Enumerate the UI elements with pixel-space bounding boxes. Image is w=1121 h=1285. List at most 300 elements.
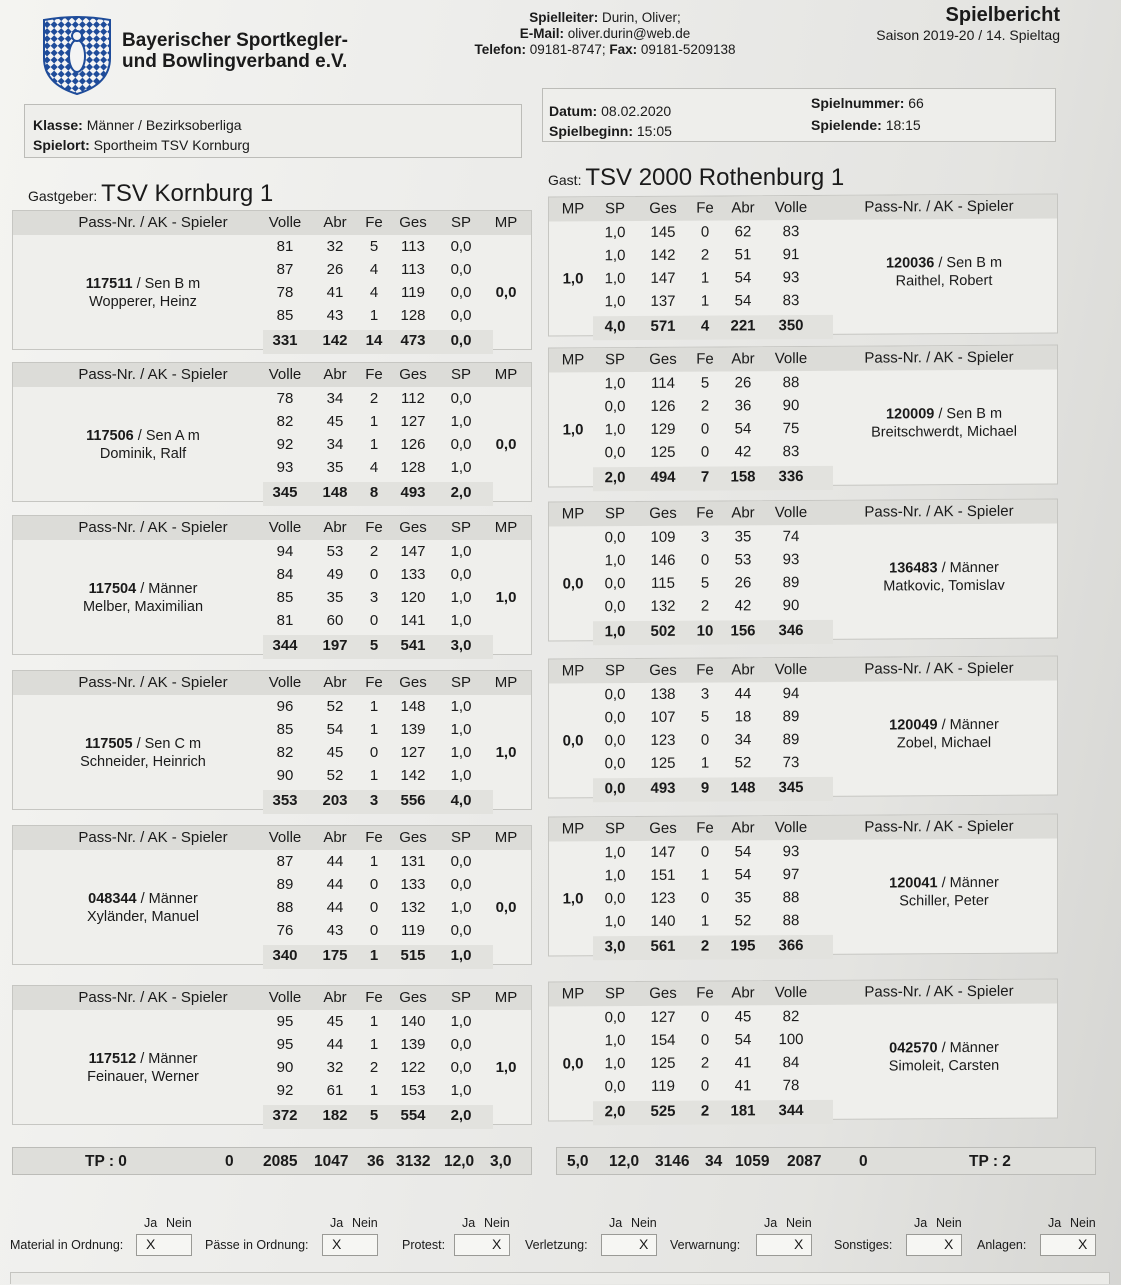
guest-mp: 0,0 [562,732,584,750]
checkbox-field[interactable] [906,1234,962,1256]
score-cell: 44 [326,853,344,870]
score-cell: 95 [276,1013,294,1030]
score-cell: 52 [734,912,752,930]
column-header-sp: SP [604,985,625,1003]
score-cell: 119 [651,1077,675,1095]
leader-label: Spielleiter: [529,10,599,25]
home-total-fe: 36 [367,1153,385,1170]
score-cell: 127 [400,744,426,761]
score-cell: 1,0 [450,899,472,916]
score-cell: 132 [650,597,676,615]
score-cell: 88 [276,899,294,916]
column-header-sp: SP [450,989,471,1006]
score-cell: 54 [734,866,752,884]
column-header-mp: MP [561,820,585,838]
total-cell: 561 [650,937,676,955]
total-cell: 541 [400,637,426,654]
guest-player-block [548,193,1058,336]
total-cell: 148 [322,484,348,501]
total-cell: 493 [650,779,676,797]
score-cell: 1 [700,292,710,310]
column-header-fe: Fe [696,984,714,1002]
check-label: Protest: [402,1238,446,1252]
score-cell: 0 [369,566,379,583]
age-class: / Männer [937,874,999,892]
home-player-block [12,362,532,502]
total-cell: 1 [369,947,379,964]
pass-number: 117504 [88,580,137,597]
score-cell: 54 [734,843,752,861]
score-cell: 1,0 [450,767,472,784]
home-tp: TP : 0 [85,1153,127,1170]
score-cell: 0 [700,1008,710,1026]
column-header-ges: Ges [649,661,677,679]
check-mark: X [794,1236,804,1252]
total-cell: 7 [700,468,710,486]
check-mark: X [332,1236,342,1252]
total-cell: 4 [700,317,710,335]
fax-label: Fax: [609,42,638,57]
guest-player-block [548,978,1058,1121]
player-name: Melber, Maximilian [82,598,204,615]
total-cell: 525 [650,1102,676,1120]
phone-label: Telefon: [474,42,526,57]
total-cell: 494 [650,468,676,486]
score-cell: 26 [326,261,344,278]
total-cell: 4,0 [450,792,472,809]
total-cell: 571 [650,317,676,335]
score-cell: 54 [734,1031,752,1049]
checkbox-field[interactable] [1040,1234,1096,1256]
home-total-mp: 3,0 [490,1153,512,1170]
total-cell: 2,0 [604,469,626,487]
column-header-fe: Fe [365,519,383,536]
score-cell: 41 [326,284,344,301]
total-cell: 182 [322,1107,348,1124]
total-cell: 195 [730,937,756,955]
score-cell: 2 [369,390,379,407]
score-cell: 0,0 [450,284,472,301]
score-cell: 0,0 [604,732,626,750]
score-cell: 1 [700,912,710,930]
score-cell: 1,0 [450,1013,472,1030]
column-header-volle: Volle [268,214,302,231]
checkbox-field[interactable] [136,1234,192,1256]
check-mark: X [639,1236,649,1252]
score-cell: 42 [734,597,752,615]
score-cell: 1,0 [604,375,626,393]
score-cell: 0,0 [604,709,626,727]
home-player-block [12,670,532,810]
score-cell: 1,0 [604,913,626,931]
score-cell: 0,0 [604,686,626,704]
datum-value: 08.02.2020 [601,103,672,119]
beginn-label: Spielbeginn: [549,123,633,139]
total-cell: 346 [778,621,804,640]
score-cell: 76 [276,922,294,939]
total-cell: 181 [730,1102,756,1120]
score-cell: 42 [734,443,752,461]
column-header-sp: SP [450,214,471,231]
age-class: / Sen B m [934,405,1003,423]
score-cell: 2 [369,1059,379,1076]
guest-total-abr: 1059 [735,1153,770,1170]
score-cell: 1,0 [450,413,472,430]
age-class: / Männer [937,1039,999,1057]
column-header-volle: Volle [268,674,302,691]
home-totals-bar [12,1147,532,1175]
score-cell: 91 [782,246,800,264]
score-cell: 1 [369,853,379,870]
score-cell: 123 [650,889,676,907]
column-header-mp: MP [494,519,518,536]
score-cell: 0,0 [604,598,626,616]
score-cell: 88 [782,912,800,930]
column-header-mp: MP [561,662,585,680]
column-header-player: Pass-Nr. / AK - Spieler [78,519,228,536]
score-cell: 1 [700,754,710,772]
total-cell: 5 [369,637,379,654]
age-class: / Sen A m [133,427,200,444]
klasse-value: Männer / Bezirksoberliga [86,117,242,133]
column-header-abr: Abr [731,984,755,1002]
nein-label: Nein [631,1216,657,1230]
home-team-heading [28,180,273,208]
checkbox-field[interactable] [601,1234,657,1256]
home-player-block [12,985,532,1125]
score-cell: 120 [400,589,426,606]
score-cell: 0,0 [450,238,472,255]
score-cell: 1,0 [450,459,472,476]
guest-player-id [839,254,1049,291]
score-cell: 0,0 [450,1036,472,1053]
score-cell: 1 [369,436,379,453]
guest-mp: 1,0 [562,270,584,288]
pass-line [33,427,253,445]
checkbox-field[interactable] [756,1234,812,1256]
score-cell: 114 [651,374,675,392]
column-header-ges: Ges [399,989,427,1006]
score-cell: 83 [782,443,800,461]
score-cell: 83 [782,292,800,310]
column-header-mp: MP [561,505,585,523]
score-cell: 43 [326,922,344,939]
score-cell: 142 [400,767,426,784]
column-header-volle: Volle [774,983,808,1002]
column-header-player: Pass-Nr. / AK - Spieler [864,348,1014,367]
age-class: / Männer [136,890,198,907]
score-cell: 81 [276,612,294,629]
score-cell: 54 [734,420,752,438]
guest-totals-bar [556,1147,1096,1175]
score-cell: 1 [369,1013,379,1030]
score-cell: 131 [400,853,426,870]
pass-line [33,1050,253,1068]
date-time-box [542,88,1056,142]
column-header-abr: Abr [323,519,347,536]
guest-total-volle: 2087 [787,1153,822,1170]
home-mp: 1,0 [495,1059,517,1076]
score-cell: 2 [700,597,710,615]
score-cell: 60 [326,612,344,629]
score-cell: 2 [700,246,710,264]
column-header-ges: Ges [399,366,427,383]
score-cell: 1,0 [450,589,472,606]
age-class: / Männer [136,1050,198,1067]
score-cell: 34 [734,731,752,749]
pass-number: 120009 [885,406,935,423]
age-class: / Sen C m [132,735,202,752]
score-cell: 1 [369,307,379,324]
column-header-abr: Abr [731,504,755,522]
age-class: / Sen B m [934,254,1003,272]
column-header-mp: MP [494,674,518,691]
score-cell: 1 [369,698,379,715]
score-cell: 44 [326,899,344,916]
score-cell: 107 [650,708,676,726]
score-cell: 54 [734,292,752,310]
score-cell: 0,0 [604,1009,626,1027]
score-cell: 0,0 [450,566,472,583]
check-label: Verwarnung: [670,1238,741,1252]
score-cell: 1 [369,1036,379,1053]
guest-label: Gast: [548,172,582,188]
pass-number: 048344 [88,890,137,907]
home-total-abr: 1047 [314,1153,349,1170]
score-cell: 1 [700,269,710,287]
score-cell: 0 [369,899,379,916]
ja-label: Ja [1048,1216,1062,1230]
guest-team-heading [548,164,844,192]
score-cell: 82 [782,1008,800,1026]
score-cell: 0 [369,876,379,893]
score-cell: 109 [650,528,676,546]
checkbox-field[interactable] [454,1234,510,1256]
pass-number: 117511 [85,275,133,292]
column-header-player: Pass-Nr. / AK - Spieler [78,366,228,383]
beginn-value: 15:05 [636,123,672,139]
total-cell: 148 [730,779,756,797]
score-cell: 4 [369,261,379,278]
score-cell: 26 [734,574,752,592]
score-cell: 0 [700,843,710,861]
column-header-fe: Fe [696,350,714,368]
guest-player-block [548,655,1058,798]
column-header-fe: Fe [365,674,383,691]
column-header-ges: Ges [649,984,677,1002]
phone-value: 09181-8747; [529,42,606,57]
score-cell: 0,0 [450,307,472,324]
score-cell: 0,0 [450,436,472,453]
column-header-abr: Abr [323,366,347,383]
score-cell: 3 [700,685,710,703]
column-header-fe: Fe [696,661,714,679]
score-cell: 82 [276,413,294,430]
ende-value: 18:15 [885,117,921,133]
score-cell: 45 [326,413,344,430]
score-cell: 126 [650,397,676,415]
home-mp: 0,0 [495,899,517,916]
total-cell: 221 [730,317,756,335]
score-cell: 44 [326,876,344,893]
player-name: Feinauer, Werner [87,1068,199,1085]
guest-total-mp: 5,0 [567,1153,589,1170]
column-header-ges: Ges [399,214,427,231]
pass-number: 117512 [88,1050,137,1067]
ja-label: Ja [764,1216,778,1230]
score-cell: 89 [782,708,800,726]
score-cell: 89 [782,731,800,749]
check-label: Anlagen: [977,1238,1027,1252]
score-cell: 0,0 [450,853,472,870]
score-cell: 92 [276,1082,294,1099]
score-cell: 125 [650,443,676,461]
total-cell: 331 [272,332,298,349]
guest-player-id [839,1039,1049,1076]
score-cell: 82 [276,744,294,761]
score-cell: 78 [276,390,294,407]
score-cell: 90 [276,767,294,784]
column-header-mp: MP [561,985,585,1003]
score-cell: 112 [401,390,425,407]
column-header-sp: SP [604,351,625,369]
score-cell: 74 [782,528,800,546]
total-cell: 340 [272,947,298,964]
column-header-volle: Volle [774,198,808,217]
score-cell: 36 [734,397,752,415]
nein-label: Nein [936,1216,962,1230]
score-cell: 32 [326,238,344,255]
score-cell: 0 [700,889,710,907]
score-cell: 88 [782,374,800,392]
score-cell: 1,0 [450,698,472,715]
score-cell: 127 [400,413,426,430]
score-cell: 0,0 [604,890,626,908]
pass-number: 136483 [889,560,938,577]
guest-zero: 0 [859,1153,868,1170]
column-header-volle: Volle [774,503,808,522]
guest-mp: 1,0 [562,421,584,439]
check-mark: X [492,1236,502,1252]
total-cell: 14 [365,332,383,349]
score-cell: 3 [369,589,379,606]
score-cell: 3 [700,528,710,546]
total-cell: 2 [700,1102,710,1120]
score-cell: 95 [276,1036,294,1053]
total-cell: 350 [778,316,804,335]
score-cell: 126 [400,436,426,453]
nummer-label: Spielnummer: [811,95,905,111]
column-header-sp: SP [604,505,625,523]
total-cell: 0,0 [450,332,472,349]
ja-label: Ja [330,1216,344,1230]
score-cell: 0,0 [450,261,472,278]
score-cell: 1 [369,721,379,738]
score-cell: 84 [782,1054,800,1072]
column-header-ges: Ges [399,674,427,691]
score-cell: 0,0 [604,755,626,773]
score-cell: 45 [734,1008,752,1026]
total-cell: 344 [778,1101,804,1120]
guest-player-id [839,559,1049,596]
score-cell: 44 [326,1036,344,1053]
score-cell: 0,0 [604,575,626,593]
home-player-id [33,1050,253,1086]
total-cell: 1,0 [604,623,626,641]
total-cell: 473 [400,332,426,349]
home-player-id [33,890,253,926]
age-class: / Männer [937,716,999,734]
score-cell: 43 [326,307,344,324]
home-mp: 1,0 [495,589,517,606]
nein-label: Nein [786,1216,812,1230]
column-header-volle: Volle [268,989,302,1006]
score-cell: 125 [650,1054,676,1072]
column-header-sp: SP [450,829,471,846]
score-cell: 97 [782,866,800,884]
check-label: Sonstiges: [834,1238,893,1252]
score-cell: 1,0 [604,867,626,885]
score-cell: 0 [700,731,710,749]
score-cell: 5 [369,238,379,255]
score-cell: 145 [650,223,676,241]
org-line-2: und Bowlingverband e.V. [122,51,348,72]
score-cell: 1,0 [450,543,472,560]
guest-player-block [548,498,1058,641]
score-cell: 2 [369,543,379,560]
player-name: Breitschwerdt, Michael [871,423,1017,441]
score-cell: 1,0 [450,721,472,738]
score-cell: 94 [276,543,294,560]
score-cell: 119 [401,922,425,939]
pass-line [33,580,253,598]
column-header-sp: SP [450,674,471,691]
remarks-box [10,1272,1110,1284]
home-total-sp: 12,0 [444,1153,475,1170]
email-label: E-Mail: [519,26,564,41]
score-cell: 45 [326,744,344,761]
total-cell: 5 [369,1107,379,1124]
home-zero: 0 [225,1153,234,1170]
home-mp: 0,0 [495,436,517,453]
score-cell: 35 [734,528,752,546]
score-cell: 1 [369,1082,379,1099]
score-cell: 115 [651,574,675,592]
total-cell: 515 [400,947,426,964]
score-cell: 1 [700,866,710,884]
total-cell: 156 [730,622,756,640]
score-cell: 138 [650,685,676,703]
checkbox-field[interactable] [322,1234,378,1256]
total-cell: 9 [700,779,710,797]
home-total-ges: 3132 [396,1153,431,1170]
score-cell: 147 [650,843,676,861]
pass-line [33,735,253,753]
score-cell: 0,0 [450,922,472,939]
score-cell: 148 [400,698,426,715]
score-cell: 44 [734,685,752,703]
score-cell: 85 [276,589,294,606]
check-label: Verletzung: [525,1238,588,1252]
guest-mp: 1,0 [562,890,584,908]
score-cell: 93 [782,843,800,861]
home-player-id [33,427,253,463]
score-cell: 78 [782,1077,800,1095]
score-cell: 92 [276,436,294,453]
home-player-id [33,735,253,771]
score-cell: 0,0 [604,444,626,462]
score-cell: 0 [700,420,710,438]
